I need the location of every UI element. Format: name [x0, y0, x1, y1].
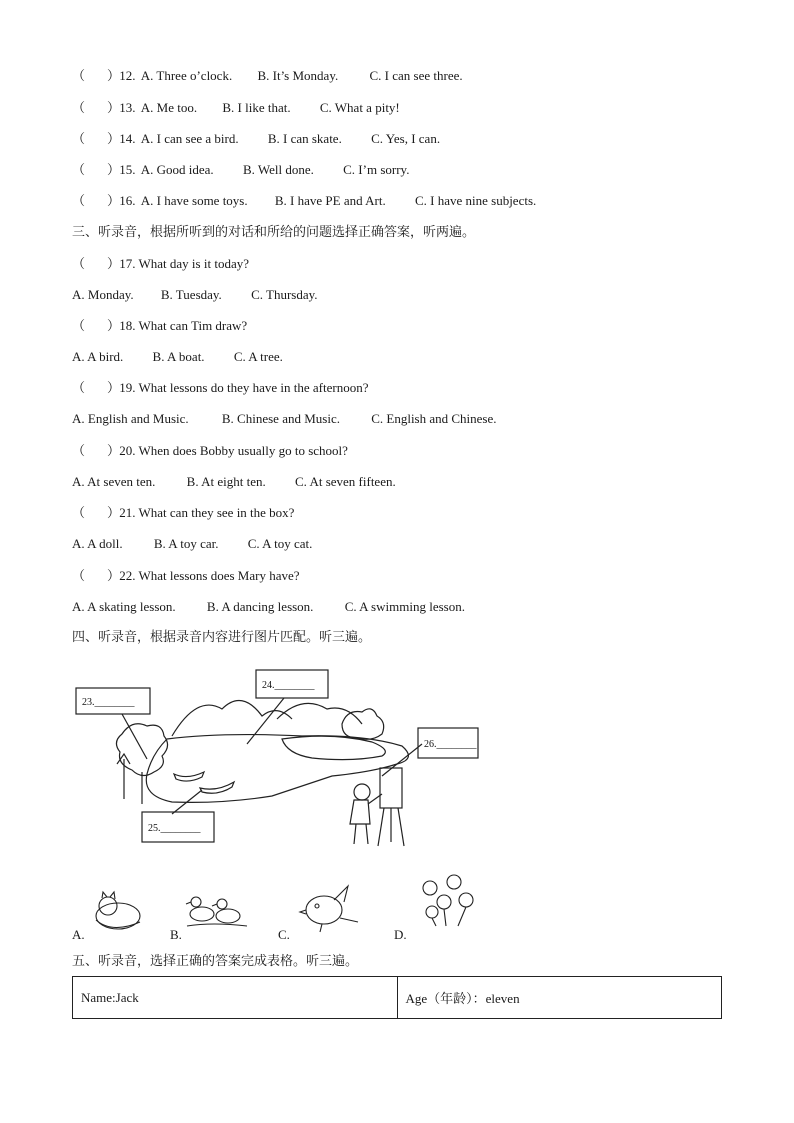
option-c: C. I’m sorry.: [343, 162, 410, 177]
option-a: A. Monday.: [72, 287, 134, 302]
option-a: A. A doll.: [72, 536, 123, 551]
answer-paren-right: ）: [107, 162, 121, 177]
label-26: 26.________: [424, 739, 477, 750]
easel-canvas: [380, 768, 402, 808]
option-a: A. A bird.: [72, 349, 124, 364]
question-text: 20. When does Bobby usually go to school?: [119, 443, 348, 458]
question-text: 22. What lessons does Mary have?: [119, 568, 300, 583]
answer-paren-left: （: [72, 162, 86, 177]
question-18: [72, 318, 247, 334]
option-c: C. Yes, I can.: [371, 131, 441, 146]
ducks-icon: [186, 897, 247, 926]
option-a: A. English and Music.: [72, 411, 189, 426]
boat: [174, 772, 204, 781]
option-a: A. I have some toys.: [140, 193, 248, 208]
age-cell: Age（年龄）：eleven: [397, 977, 722, 1019]
option-b: B. A dancing lesson.: [206, 599, 314, 614]
option-b: B. Well done.: [242, 162, 314, 177]
question-21: [72, 505, 294, 521]
question-20: [72, 443, 348, 459]
option-c: C. A tree.: [233, 349, 283, 364]
question-16: [72, 193, 536, 209]
question-number: 12.: [119, 68, 136, 83]
boat: [200, 782, 234, 793]
answer-paren-right: ）: [107, 100, 121, 115]
answer-paren-right: ）: [107, 131, 121, 146]
answer-paren-right: ）: [107, 318, 121, 333]
options-17: [72, 287, 318, 303]
option-b: B. A toy car.: [153, 536, 219, 551]
options-21: [72, 536, 312, 552]
park-scene-illustration: [72, 664, 492, 854]
answer-paren-left: （: [72, 318, 86, 333]
answer-paren-right: ）: [107, 568, 121, 583]
answer-paren-right: ）: [107, 68, 121, 83]
question-17: [72, 256, 249, 272]
option-c: C. Thursday.: [251, 287, 318, 302]
options-19: [72, 411, 497, 427]
question-15: [72, 162, 409, 178]
option-c: C. I have nine subjects.: [414, 193, 537, 208]
label-25: 25.________: [148, 823, 201, 834]
label-23: 23.________: [82, 697, 135, 708]
name-cell: Name:Jack: [73, 977, 398, 1019]
option-b: B. Chinese and Music.: [221, 411, 340, 426]
tree-right: [342, 709, 384, 740]
bird-icon: [300, 886, 358, 932]
question-text: 18. What can Tim draw?: [119, 318, 248, 333]
answer-paren-right: ）: [107, 443, 121, 458]
option-b: B. I have PE and Art.: [274, 193, 386, 208]
option-b: B. Tuesday.: [160, 287, 222, 302]
option-label-a: A.: [72, 927, 85, 942]
answer-paren-left: （: [72, 100, 86, 115]
answer-paren-left: （: [72, 256, 86, 271]
option-a: A. Three o’clock.: [140, 68, 233, 83]
question-number: 16.: [119, 193, 136, 208]
answer-paren-left: （: [72, 193, 86, 208]
question-number: 13.: [119, 100, 136, 115]
answer-paren-left: （: [72, 380, 86, 395]
option-b: B. At eight ten.: [186, 474, 266, 489]
question-12: [72, 68, 463, 84]
option-c: C. What a pity!: [319, 100, 400, 115]
answer-paren-left: （: [72, 68, 86, 83]
answer-paren-left: （: [72, 131, 86, 146]
info-table: [72, 976, 722, 1019]
answer-paren-right: ）: [107, 256, 121, 271]
question-22: [72, 568, 300, 584]
option-label-c: C.: [278, 927, 290, 942]
cat-icon: [96, 892, 140, 929]
section-3-heading: 三、听录音，根据所听到的对话和所给的问题选择正确答案，听两遍。: [72, 225, 476, 240]
label-24: 24.________: [262, 680, 315, 691]
answer-paren-right: ）: [107, 505, 121, 520]
question-14: [72, 131, 440, 147]
options-20: [72, 474, 396, 490]
option-b: B. I like that.: [222, 100, 291, 115]
section-5-heading: 五、听录音，选择正确的答案完成表格。听三遍。: [72, 954, 359, 969]
option-b: B. A boat.: [152, 349, 205, 364]
option-b: B. It’s Monday.: [257, 68, 339, 83]
answer-paren-left: （: [72, 505, 86, 520]
answer-paren-right: ）: [107, 193, 121, 208]
section-4-heading: 四、听录音，根据录音内容进行图片匹配。听三遍。: [72, 630, 372, 645]
option-a: A. I can see a bird.: [140, 131, 239, 146]
option-b: B. I can skate.: [267, 131, 342, 146]
option-c: C. English and Chinese.: [371, 411, 497, 426]
options-22: [72, 599, 465, 615]
question-13: [72, 100, 400, 116]
answer-paren-left: （: [72, 443, 86, 458]
option-a: A. A skating lesson.: [72, 599, 176, 614]
question-text: 17. What day is it today?: [119, 256, 249, 271]
hills: [172, 700, 292, 736]
option-c: C. A toy cat.: [247, 536, 313, 551]
option-label-d: D.: [394, 927, 407, 942]
question-text: 21. What can they see in the box?: [119, 505, 295, 520]
option-label-b: B.: [170, 927, 182, 942]
table-row: [73, 977, 722, 1019]
option-c: C. A swimming lesson.: [344, 599, 465, 614]
question-number: 14.: [119, 131, 136, 146]
option-c: C. At seven fifteen.: [295, 474, 396, 489]
lake: [146, 735, 408, 803]
flowers-icon: [423, 875, 473, 926]
answer-paren-right: ）: [107, 380, 121, 395]
question-number: 15.: [119, 162, 136, 177]
option-a: A. Good idea.: [140, 162, 214, 177]
option-a: A. Me too.: [140, 100, 198, 115]
question-19: [72, 380, 368, 396]
question-text: 19. What lessons do they have in the afternoon?: [119, 380, 369, 395]
option-c: C. I can see three.: [369, 68, 463, 83]
answer-paren-left: （: [72, 568, 86, 583]
option-a: A. At seven ten.: [72, 474, 156, 489]
painter-body: [350, 800, 370, 824]
options-18: [72, 349, 283, 365]
painter-head: [354, 784, 370, 800]
